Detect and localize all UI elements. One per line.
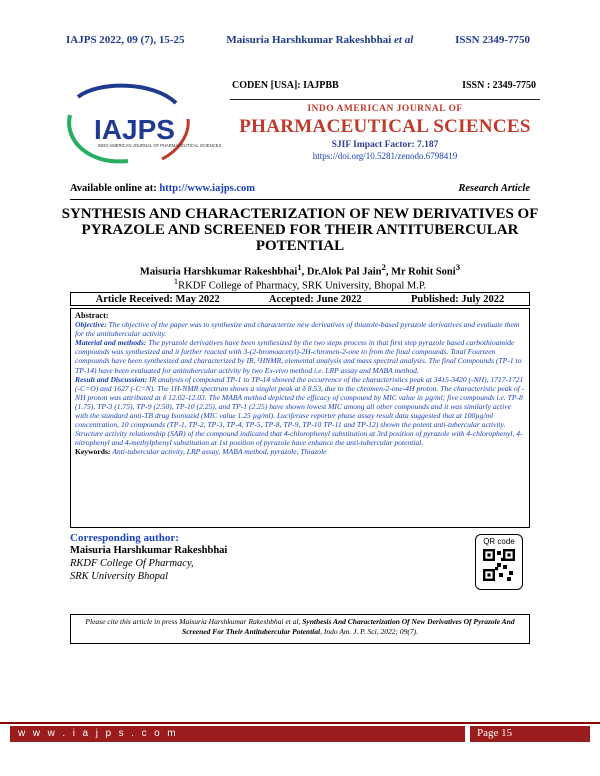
- logo-subtext: INDO AMERICAN JOURNAL OF PHARMACEUTICAL SCIENCES: [98, 143, 222, 148]
- journal-issn: ISSN : 2349-7750: [462, 80, 536, 91]
- affiliation-text: RKDF College of Pharmacy, SRK University, Bhopal M.P.: [178, 280, 427, 292]
- author-1: Maisuria Harshkumar Rakeshbhai: [139, 266, 298, 278]
- qr-code-icon: [483, 549, 515, 581]
- sjif-impact: SJIF Impact Factor: 7.187: [331, 140, 439, 150]
- journal-name: PHARMACEUTICAL SCIENCES: [239, 116, 531, 137]
- abstract-methods: [75, 338, 525, 374]
- keywords-label: Keywords:: [75, 447, 111, 457]
- keywords-text: Anti-tubercular activity, LRP assay, MABA method, pyrazole, Thiazole: [110, 447, 327, 457]
- results-text: IR analysis of compound TP-1 to TP-14 showed the occurrence of the characteristics peak at 3415-3420 (-NH), 1717-1721 (-C=O) and 1627 (-C=N). The 1H-NMR spectrum shows a singlet peak at δ 8.53, due to the chromen-2-one-4H proton. The characteristic peak of -NH proton was attributed at δ 12.02-12.03. The MABA method depicted the efficacy of compound by MIC value in µg/ml; five compounds i.e. TP-8 (1.75), TP-3 (1.75), TP-9 (2.50), TP-10 (2.25), and TP-1 (2.25) have shown lowest MIC among all other compounds and it was similarly active with the standard anti-TB drug Isoniazid (MIC value 1.25 µg/ml). Luciferase reporter phase assay result data suggested that at 100µg/ml concentration, 10 compounds (TP-1, TP-2, TP-3, TP-4, TP-5, TP-8, TP-9, TP-10 TP-11 and TP-12) shown the potent anti-tubercular activity. Structure activity relationship (SAR) of the compound indicated that 4-chlorophenyl substitution at 3rd position of pyrazole with 4-chlorophenyl, 4-nitrophenyl and 4-methylphenyl substitution at 1st position of pyrazole have enhance the anti-tubercular potential.: [75, 374, 525, 448]
- article-type: Research Article: [458, 183, 530, 194]
- author-2-sup: 2: [381, 262, 386, 272]
- header-author-name: Maisuria Harshkumar Rakeshbhai: [226, 34, 392, 46]
- masthead-divider: [230, 99, 540, 100]
- methods-text: The pyrazole derivatives have been synthesized by the two steps process in that first step pyrazole based carbothioamide compounds was synthesized and it further reacted with 3-(2-bromoacetyl)-2H-chromen-2-one to from the final compounds. Total Fourteen compounds have been synthesized and characterized by IR, ¹HNMR, elemental analysis and mass spectral analysis. The final Compounds (TP-1 to TP-14) have been evaluated for antitubercular activity by two Ex-vivo method i.e. LRP assay and MABA method.: [75, 338, 522, 375]
- abstract-box: [70, 308, 530, 528]
- objective-text: The objective of the paper was to synthesize and characterize new derivatives of thiazole-based pyrazole derivatives and evaluate them for the antitubercular activity.: [75, 320, 520, 339]
- header-issn: ISSN 2349-7750: [455, 34, 530, 46]
- page-number: Page 15: [470, 726, 590, 742]
- page-footer: [0, 722, 600, 742]
- journal-masthead: [230, 80, 540, 161]
- corresponding-heading: Corresponding author:: [70, 532, 179, 544]
- running-header: [0, 34, 600, 46]
- availability-label: Available online at:: [70, 183, 157, 194]
- affiliation-sup: 1: [173, 276, 179, 286]
- methods-label: Material and methods:: [75, 338, 147, 348]
- logo-text: IAJPS: [94, 114, 175, 145]
- availability-row: [70, 183, 530, 194]
- abstract-results: [75, 375, 525, 448]
- article-title: SYNTHESIS AND CHARACTERIZATION OF NEW DERIVATIVES OF PYRAZOLE AND SCREENED FOR THEIR ANTITUBERCULAR POTENTIAL: [61, 206, 539, 254]
- footer-divider: [0, 722, 600, 724]
- date-published: Published: July 2022: [410, 293, 505, 305]
- author-1-sup: 1: [297, 262, 302, 272]
- header-et-al: et al: [394, 34, 414, 46]
- corresponding-name: Maisuria Harshkumar Rakeshbhai: [70, 545, 228, 556]
- objective-label: Objective:: [75, 320, 107, 330]
- qr-label: QR code: [483, 537, 515, 546]
- logo-graphic: [58, 85, 222, 167]
- cite-prefix: Please cite this article in press Maisuria Harshkumar Rakeshbhai et al,: [85, 617, 303, 626]
- abstract-objective: [75, 320, 525, 338]
- corresponding-line1: RKDF College Of Pharmacy,: [70, 558, 194, 569]
- author-3: , Mr Rohit Soni: [385, 266, 456, 278]
- author-3-sup: 3: [455, 262, 461, 272]
- abstract-keywords: [75, 447, 525, 456]
- abstract-heading: Abstract:: [75, 311, 109, 320]
- affiliation: [60, 276, 540, 292]
- availability-text: [70, 183, 255, 194]
- date-accepted: Accepted: June 2022: [268, 293, 362, 305]
- availability-divider: [70, 199, 530, 200]
- cite-title: Synthesis And Characterization Of New Derivatives Of Pyrazole And Screened For Their Antitubercular Potential: [182, 617, 515, 636]
- journal-logo: [58, 85, 222, 167]
- results-label: Result and Discussion:: [75, 374, 148, 384]
- coden: CODEN [USA]: IAJPBB: [232, 80, 339, 91]
- qr-code[interactable]: [475, 534, 523, 590]
- journal-indo: INDO AMERICAN JOURNAL OF: [307, 104, 463, 114]
- doi-link[interactable]: https://doi.org/10.5281/zenodo.6798419: [312, 151, 458, 161]
- cite-suffix: , Indo Am. J. P. Sci, 2022; 09(7).: [320, 626, 418, 636]
- citation-box: [70, 614, 530, 644]
- footer-website[interactable]: w w w . i a j p s . c o m: [10, 726, 465, 742]
- coden-row: [230, 80, 540, 91]
- corresponding-line2: SRK University Bhopal: [70, 571, 168, 582]
- author-2: , Dr.Alok Pal Jain: [301, 266, 382, 278]
- date-received: Article Received: May 2022: [95, 293, 220, 305]
- corresponding-author: [70, 532, 530, 606]
- header-citation: IAJPS 2022, 09 (7), 15-25: [66, 34, 185, 46]
- article-dates: [70, 292, 530, 306]
- website-link[interactable]: http://www.iajps.com: [159, 183, 256, 194]
- header-author: [226, 34, 413, 46]
